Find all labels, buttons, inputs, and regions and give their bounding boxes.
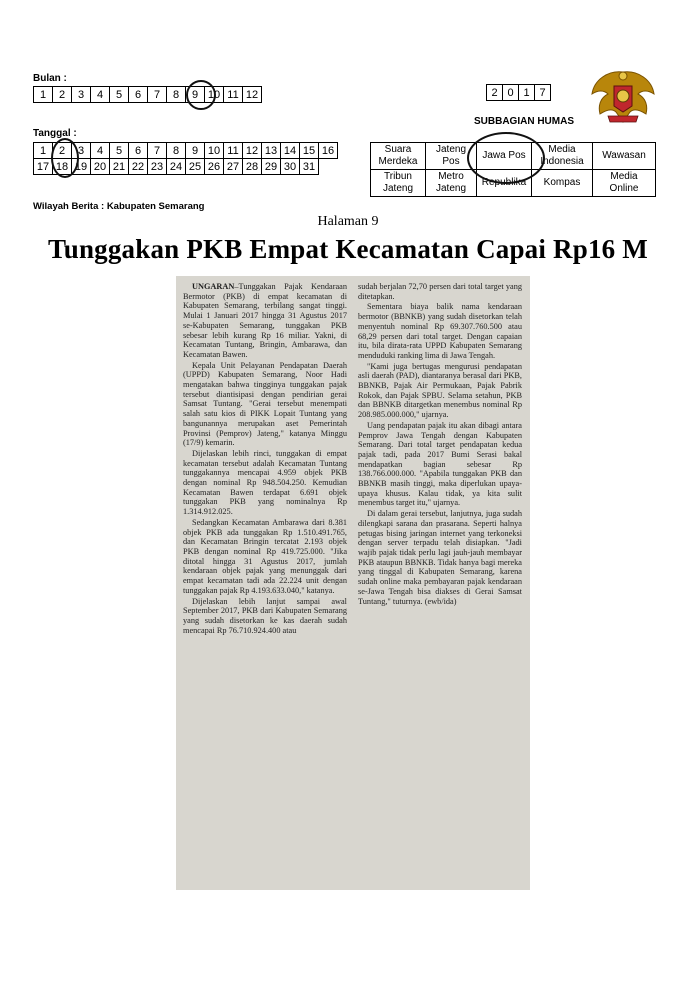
month-cell: 3	[72, 87, 91, 103]
wilayah-berita: Wilayah Berita : Kabupaten Semarang	[33, 201, 205, 212]
media-cell: Metro Jateng	[426, 170, 477, 197]
date-cell: 16	[319, 143, 338, 159]
month-cell: 4	[91, 87, 110, 103]
selected-month-circle	[186, 80, 216, 110]
month-cell: 6	[129, 87, 148, 103]
date-cell: 21	[110, 159, 129, 175]
garuda-emblem-logo	[588, 66, 658, 126]
article-column-left	[183, 282, 347, 635]
media-cell: Wawasan	[593, 143, 656, 170]
tanggal-label: Tanggal :	[33, 128, 77, 139]
date-cell: 2	[53, 143, 72, 159]
selected-date-circle	[51, 138, 79, 178]
media-cell: Jawa Pos	[477, 143, 532, 170]
year-digit-cell: 0	[503, 85, 519, 101]
date-cell: 24	[167, 159, 186, 175]
date-cell: 10	[205, 143, 224, 159]
date-cell: 13	[262, 143, 281, 159]
article-paragraph: Uang pendapatan pajak itu akan dibagi antara Pemprov Jawa Tengah dengan Kabupaten Semarang. Dari total target pendapatan kedua pajak tadi, pada 2017 Bumi Serasi bakal mendapatkan bagian sebesar Rp 138.766.000.000. "Apabila tunggakan PKB dan BBNKB masih tinggi, maka diperlukan upaya-upaya khusus. Kalau tidak, ya kita sulit menembus target itu," ujarnya.	[358, 420, 522, 508]
month-cell: 11	[224, 87, 243, 103]
article-paragraph: Dijelaskan lebih rinci, tunggakan di empat kecamatan tersebut adalah Kecamatan Tuntang tunggakannya mencapai 4.959 objek PKB dengan nominal Rp 948.504.250. Kemudian Kecamatan Bawen terdapat 6.691 objek tunggakan PKB yang nominalnya Rp 1.314.912.025.	[183, 448, 347, 517]
date-cell: 14	[281, 143, 300, 159]
date-cell: 3	[72, 143, 91, 159]
article-paragraph: Di dalam gerai tersebut, lanjutnya, juga sudah dilengkapi sarana dan prasarana. Seperti halnya petugas bising jaringan internet yang terkoneksi dengan server terpadu telah disiapkan. "Jadi wajib pajak tidak perlu lagi jauh-jauh membayar PKB ataupun BBNKB. Tidak hanya bagi mereka yang tinggal di Kabupaten Semarang, karena sudah online maka pembayaran pajak kendaraan se-Jawa Tengah bisa diakses di Gerai Samsat Tuntang," tuturnya. (ewb/ida)	[358, 509, 522, 606]
media-cell: Jateng Pos	[426, 143, 477, 170]
article-paragraph: Sementara biaya balik nama kendaraan bermotor (BBNKB) yang sudah disetorkan telah menyentuh nominal Rp 69.307.760.500 atau 68,29 persen dari total target. Dengan capaian itu, bila dirata-rata UPPD Kabupaten Semarang menduduki ranking lima di Jawa Tengah.	[358, 302, 522, 360]
month-cell: 8	[167, 87, 186, 103]
date-cell: 1	[34, 143, 53, 159]
date-cell: 25	[186, 159, 205, 175]
bulan-table	[33, 86, 262, 103]
month-cell: 2	[53, 87, 72, 103]
date-cell: 23	[148, 159, 167, 175]
media-cell: Republika	[477, 170, 532, 197]
date-cell: 19	[72, 159, 91, 175]
bulan-label: Bulan :	[33, 73, 67, 84]
year-digit-cell: 1	[519, 85, 535, 101]
date-cell: 17	[34, 159, 53, 175]
media-cell: Media Indonesia	[532, 143, 593, 170]
article-paragraph: Dijelaskan lebih lanjut sampai awal September 2017, PKB dari Kabupaten Semarang yang sudah disetorkan ke kas daerah sudah mencapai Rp 76.710.924.400 atau	[183, 596, 347, 635]
date-cell: 29	[262, 159, 281, 175]
date-cell: 18	[53, 159, 72, 175]
article-dateline: UNGARAN	[192, 282, 235, 291]
media-cell: Suara Merdeka	[371, 143, 426, 170]
date-cell: 22	[129, 159, 148, 175]
date-cell: 12	[243, 143, 262, 159]
date-cell: 28	[243, 159, 262, 175]
article-paragraph: UNGARAN–Tunggakan Pajak Kendaraan Bermotor (PKB) di empat kecamatan di Kabupaten Semarang, terbilang sangat tinggi. Mulai 1 Januari 2017 hingga 31 Agustus 2017 se-Kabupaten Semarang, tunggakan PKB sebesar lebih kurang Rp 16 miliar. Yakni, di Kecamatan Tuntang, Bringin, Ambarawa, dan Kecamatan Bawen.	[183, 282, 347, 359]
month-cell: 5	[110, 87, 129, 103]
tahun-table	[486, 84, 551, 101]
article-paragraph: sudah berjalan 72,70 persen dari total target yang ditetapkan.	[358, 282, 522, 301]
article-paragraph: "Kami juga bertugas mengurusi pendapatan asli daerah (PAD), diantaranya berasal dari PKB, BBNKB, Pajak Air Permukaan, Pajak Pabrik Rokok, dan Pajak SPBU. Selama setahun, PKB dan BBNKB ditargetkan menembus nominal Rp 208.985.000.000," ujarnya.	[358, 361, 522, 420]
article-paragraph: Sedangkan Kecamatan Ambarawa dari 8.381 objek PKB ada tunggakan Rp 1.510.491.765, dan Kecamatan Bringin tercatat 2.193 objek PKB dengan nominal Rp 419.725.000. "Jika ditotal hingga 31 Agustus 2017, jumlah kendaraan objek pajak yang menunggak dari empat kecamatan tadi ada 22.224 unit dengan tunggakan pajak Rp 4.193.633.040," katanya.	[183, 517, 347, 595]
date-cell: 20	[91, 159, 110, 175]
month-cell: 1	[34, 87, 53, 103]
selected-media-circle	[467, 132, 545, 184]
newspaper-clipping	[176, 276, 530, 890]
date-cell: 31	[300, 159, 319, 175]
date-cell: 30	[281, 159, 300, 175]
article-paragraph: Kepala Unit Pelayanan Pendapatan Daerah (UPPD) Kabupaten Semarang, Noor Hadi mengatakan bahwa tingginya tunggakan pajak tersebut diantisipasi dengan pendirian gerai Samsat Tuntang. "Gerai tersebut menempati salah satu kios di PIKK Lopait Tuntang yang bangunannya merupakan aset Pemerintah Provinsi (Pemprov) Jateng," katanya Minggu (17/9) kemarin.	[183, 360, 347, 448]
date-cell: 4	[91, 143, 110, 159]
date-cell: 11	[224, 143, 243, 159]
date-cell: 5	[110, 143, 129, 159]
empty-date-cell	[319, 159, 338, 175]
date-cell: 27	[224, 159, 243, 175]
year-digit-cell: 2	[487, 85, 503, 101]
year-digit-cell: 7	[535, 85, 551, 101]
date-cell: 6	[129, 143, 148, 159]
media-cell: Media Online	[593, 170, 656, 197]
media-cell: Kompas	[532, 170, 593, 197]
article-column-right	[358, 282, 522, 606]
subbagian-humas: SUBBAGIAN HUMAS	[474, 116, 574, 127]
date-cell: 7	[148, 143, 167, 159]
page-number: Halaman 9	[317, 214, 379, 229]
date-cell: 15	[300, 143, 319, 159]
month-cell: 12	[243, 87, 262, 103]
date-cell: 8	[167, 143, 186, 159]
media-cell: Tribun Jateng	[371, 170, 426, 197]
month-cell: 7	[148, 87, 167, 103]
month-cell: 10	[205, 87, 224, 103]
date-cell: 26	[205, 159, 224, 175]
headline: Tunggakan PKB Empat Kecamatan Capai Rp16 M	[48, 234, 648, 264]
date-cell: 9	[186, 143, 205, 159]
month-cell: 9	[186, 87, 205, 103]
